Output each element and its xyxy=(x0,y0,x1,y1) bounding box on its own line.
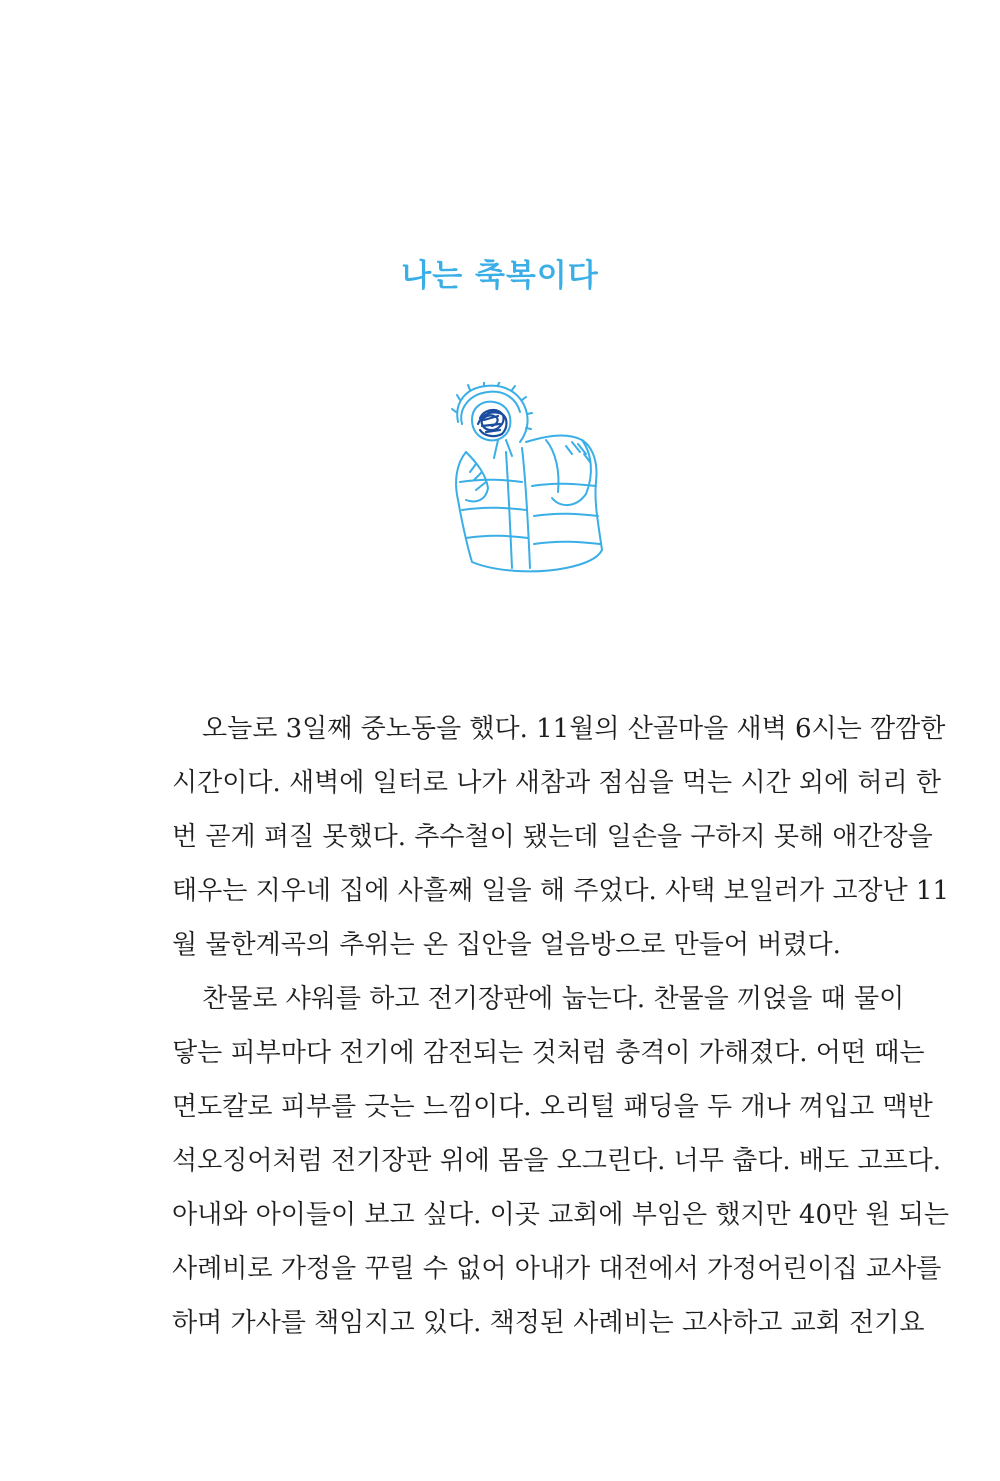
text-line: 석오징어처럼 전기장판 위에 몸을 오그린다. 너무 춥다. 배도 고프다. xyxy=(172,1146,942,1176)
text-line: 오늘로 3일째 중노동을 했다. 11월의 산골마을 새벽 6시는 깜깜한 xyxy=(202,714,946,744)
text-line: 닿는 피부마다 전기에 감전되는 것처럼 충격이 가해졌다. 어떤 때는 xyxy=(172,1038,925,1068)
text-line: 월 물한계곡의 추위는 온 집안을 얼음방으로 만들어 버렸다. xyxy=(172,930,841,960)
text-line: 하며 가사를 책임지고 있다. 책정된 사례비는 고사하고 교회 전기요 xyxy=(172,1308,925,1338)
text-line: 면도칼로 피부를 긋는 느낌이다. 오리털 패딩을 두 개나 껴입고 맥반 xyxy=(172,1092,933,1122)
text-line: 태우는 지우네 집에 사흘째 일을 해 주었다. 사택 보일러가 고장난 11 xyxy=(172,876,950,906)
body-text xyxy=(172,702,950,1350)
text-line: 사례비로 가정을 꾸릴 수 없어 아내가 대전에서 가정어린이집 교사를 xyxy=(172,1254,942,1284)
chapter-title: 나는 축복이다 xyxy=(401,258,599,294)
paragraph-2 xyxy=(172,972,950,1350)
text-line: 아내와 아이들이 보고 싶다. 이곳 교회에 부임은 했지만 40만 원 되는 xyxy=(172,1200,950,1230)
parka-figure-icon xyxy=(436,382,616,582)
text-line: 시간이다. 새벽에 일터로 나가 새참과 점심을 먹는 시간 외에 허리 한 xyxy=(172,768,942,798)
text-line: 찬물로 샤워를 하고 전기장판에 눕는다. 찬물을 끼얹을 때 물이 xyxy=(202,984,905,1014)
text-line: 번 곧게 펴질 못했다. 추수철이 됐는데 일손을 구하지 못해 애간장을 xyxy=(172,822,933,852)
paragraph-1 xyxy=(172,702,950,972)
